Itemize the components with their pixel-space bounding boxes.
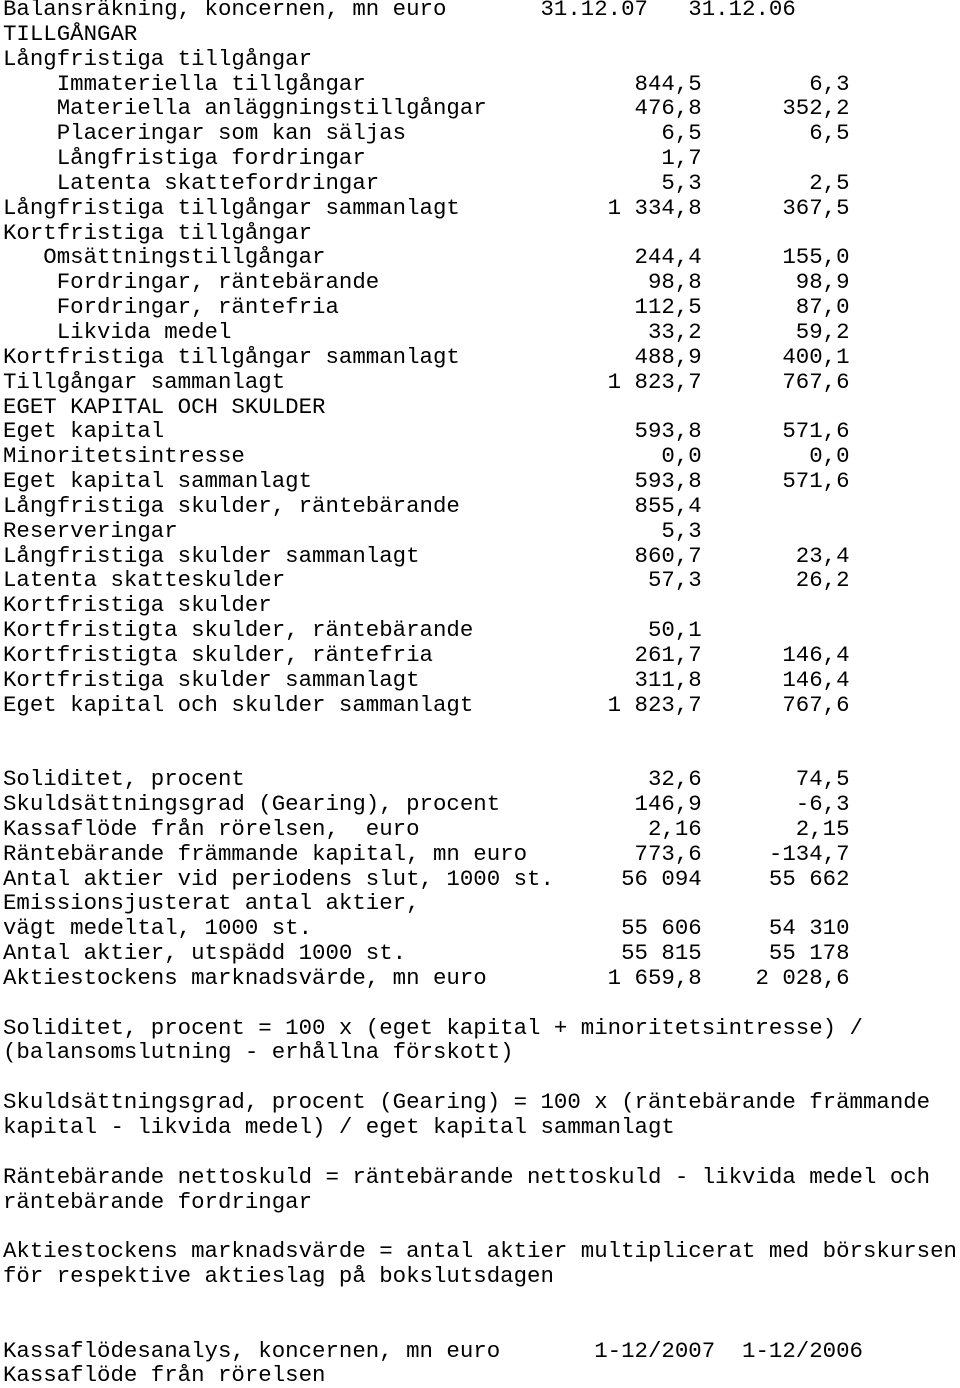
text-line: Reserveringar 5,3 — [3, 517, 702, 544]
text-line: Antal aktier vid periodens slut, 1000 st. 56 094 55 662 — [3, 865, 850, 892]
text-line: TILLGÅNGAR — [3, 20, 138, 47]
text-line: Immateriella tillgångar 844,5 6,3 — [3, 70, 850, 97]
text-line: Likvida medel 33,2 59,2 — [3, 318, 850, 345]
text-line: Eget kapital 593,8 571,6 — [3, 418, 850, 445]
text-line: Kassaflöde från rörelsen, euro 2,16 2,15 — [3, 815, 850, 842]
blank-line — [3, 1140, 960, 1165]
blank-line — [3, 991, 960, 1016]
text-line: Aktiestockens marknadsvärde, mn euro 1 659,8 2 028,6 — [3, 964, 850, 991]
blank-line — [3, 1289, 960, 1314]
text-line: Kortfristiga skulder sammanlagt 311,8 146,4 — [3, 666, 850, 693]
text-line: Kortfristigta skulder, räntebärande 50,1 — [3, 617, 702, 644]
text-line: Latenta skatteskulder 57,3 26,2 — [3, 567, 850, 594]
text-line: Tillgångar sammanlagt 1 823,7 767,6 — [3, 368, 850, 395]
text-line: Aktiestockens marknadsvärde = antal aktier multiplicerat med börskursen — [3, 1238, 957, 1265]
text-line: Räntebärande främmande kapital, mn euro 773,6 -134,7 — [3, 840, 850, 867]
text-line: EGET KAPITAL OCH SKULDER — [3, 393, 326, 420]
text-line: Långfristiga tillgångar sammanlagt 1 334,8 367,5 — [3, 194, 850, 221]
text-line: (balansomslutning - erhållna förskott) — [3, 1039, 514, 1066]
text-line: för respektive aktieslag på bokslutsdagen — [3, 1263, 554, 1290]
text-line: Kortfristiga tillgångar sammanlagt 488,9 400,1 — [3, 343, 850, 370]
text-line: Långfristiga fordringar 1,7 — [3, 145, 702, 172]
document-text — [3, 0, 960, 1388]
text-line: Långfristiga tillgångar — [3, 45, 313, 72]
text-line: Eget kapital och skulder sammanlagt 1 823,7 767,6 — [3, 691, 850, 718]
text-line: Skuldsättningsgrad, procent (Gearing) = 100 x (räntebärande främmande — [3, 1089, 931, 1116]
text-line: Soliditet, procent 32,6 74,5 — [3, 766, 850, 793]
blank-line — [3, 1214, 960, 1239]
text-line: Kassaflödesanalys, koncernen, mn euro 1-12/2007 1-12/2006 — [3, 1337, 863, 1364]
text-line: Omsättningstillgångar 244,4 155,0 — [3, 244, 850, 271]
blank-line — [3, 742, 960, 767]
text-line: Kortfristiga tillgångar — [3, 219, 313, 246]
blank-line — [3, 1314, 960, 1339]
text-line: Långfristiga skulder, räntebärande 855,4 — [3, 492, 702, 519]
text-line: Eget kapital sammanlagt 593,8 571,6 — [3, 468, 850, 495]
text-line: Kortfristigta skulder, räntefria 261,7 146,4 — [3, 641, 850, 668]
text-line: Antal aktier, utspädd 1000 st. 55 815 55 178 — [3, 940, 850, 967]
text-line: Materiella anläggningstillgångar 476,8 352,2 — [3, 95, 850, 122]
text-line: Placeringar som kan säljas 6,5 6,5 — [3, 120, 850, 147]
text-line: Soliditet, procent = 100 x (eget kapital + minoritetsintresse) / — [3, 1014, 863, 1041]
text-line: Fordringar, räntebärande 98,8 98,9 — [3, 269, 850, 296]
text-line: Balansräkning, koncernen, mn euro 31.12.07 31.12.06 — [3, 0, 796, 22]
blank-line — [3, 1065, 960, 1090]
blank-line — [3, 717, 960, 742]
text-line: Skuldsättningsgrad (Gearing), procent 146,9 -6,3 — [3, 791, 850, 817]
text-line: Latenta skattefordringar 5,3 2,5 — [3, 169, 850, 196]
text-line: Minoritetsintresse 0,0 0,0 — [3, 443, 850, 470]
text-line: Emissionsjusterat antal aktier, — [3, 890, 420, 917]
text-line: Räntebärande nettoskuld = räntebärande nettoskuld - likvida medel och — [3, 1163, 931, 1190]
text-line: Kassaflöde från rörelsen — [3, 1362, 326, 1388]
text-line: Långfristiga skulder sammanlagt 860,7 23,4 — [3, 542, 850, 569]
text-line: Kortfristiga skulder — [3, 592, 272, 619]
text-line: räntebärande fordringar — [3, 1188, 313, 1215]
text-line: vägt medeltal, 1000 st. 55 606 54 310 — [3, 915, 850, 942]
text-line: Fordringar, räntefria 112,5 87,0 — [3, 294, 850, 321]
text-line: kapital - likvida medel) / eget kapital sammanlagt — [3, 1113, 675, 1140]
